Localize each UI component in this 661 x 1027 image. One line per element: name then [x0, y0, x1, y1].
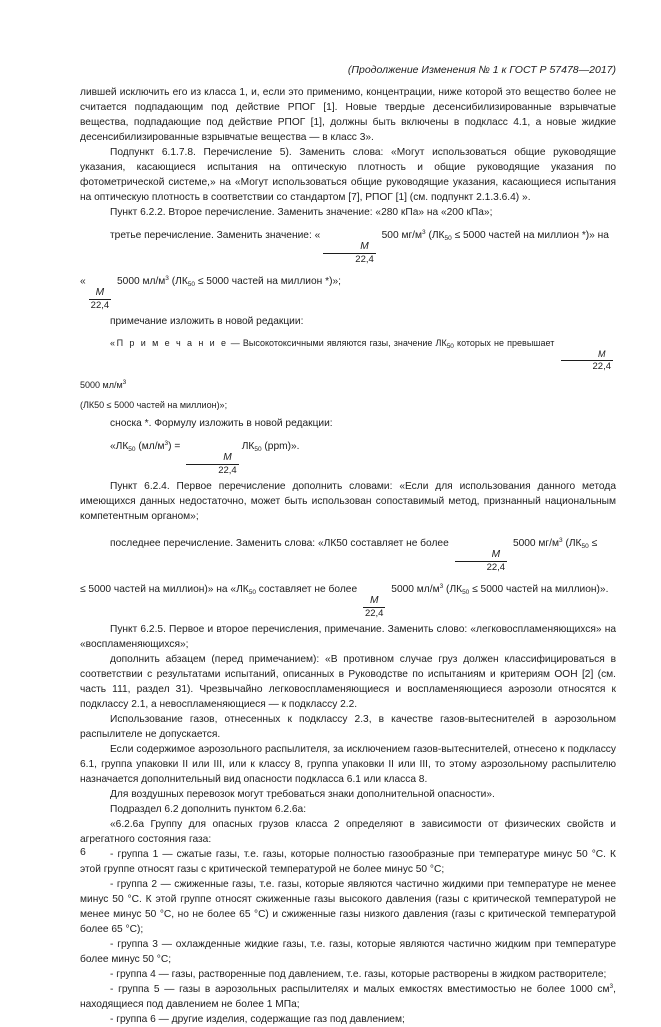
text-run: ≤ [591, 538, 598, 549]
fraction [186, 452, 239, 477]
page-number: 6 [80, 846, 86, 858]
superscript: 3 [422, 229, 426, 236]
list-item: - группа 4 — газы, растворенные под давлением, т.е. газы, которые растворены в жидком растворителе; [110, 969, 607, 980]
superscript: 3 [439, 583, 444, 590]
fraction-denominator: 22,4 [561, 360, 614, 373]
running-header: (Продолжение Изменения № 1 к ГОСТ Р 57478—2017) [347, 64, 616, 76]
paragraph-formula [80, 576, 616, 620]
paragraph: «6.2.6а Группу для опасных грузов класса 2 определяют в зависимости от физических свойств и агрегатного состояния газа: [80, 819, 616, 845]
fraction-numerator: M [598, 349, 606, 359]
text-run: ≤ 5000 частей на миллион *)» на [454, 230, 609, 241]
paragraph: Использование газов, отнесенных к подклассу 2.3, в качестве газов-вытеснителей в аэрозольном распылителе не допускается. [80, 714, 616, 740]
fraction [89, 287, 112, 312]
text-run: (мл/м [135, 441, 165, 452]
text-run: последнее перечисление. Заменить слова: «ЛК50 составляет не более [110, 538, 449, 549]
text-run: , находящиеся под давлением не более 1 МПа; [80, 984, 616, 1010]
fraction-numerator: M [95, 287, 105, 298]
subscript: 50 [187, 281, 196, 288]
fraction-numerator: M [223, 452, 232, 463]
subscript: 50 [462, 589, 470, 596]
text-run: (ЛК [171, 276, 188, 287]
subscript: 50 [248, 589, 256, 596]
fraction-denominator: 22,4 [364, 608, 384, 619]
text-run: которых не превышает [453, 338, 555, 348]
text-run: 5000 мл/м [117, 276, 166, 287]
list-item: - группа 1 — сжатые газы, т.е. газы, которые полностью газообразные при температуре минус 50 °C. К этой группе относят газы с критической температурой не более минус 50 °C; [80, 849, 616, 875]
fraction-numerator: M [360, 241, 369, 252]
text-run: (ЛК [428, 230, 445, 241]
text-run: 500 мг/м [381, 230, 423, 241]
paragraph-formula [80, 222, 616, 266]
text-run: (ppm)». [261, 441, 300, 452]
paragraph-formula [80, 433, 616, 477]
text-run: ≤ 5000 частей на миллион *)»; [197, 276, 341, 287]
subscript: 50 [254, 446, 262, 453]
superscript: 3 [609, 983, 614, 990]
list-item: - группа 6 — другие изделия, содержащие газ под давлением; [110, 1014, 405, 1025]
text-run: составляет не более [255, 584, 358, 595]
paragraph: примечание изложить в новой редакции: [110, 316, 304, 327]
paragraph: Для воздушных перевозок могут требоваться знаки дополнительной опасности». [110, 789, 495, 800]
paragraph: Подпункт 6.1.7.8. Перечисление 5). Заменить слова: «Могут использоваться общие руководящие указания, касающиеся испытания на оптическую плотность и общие руководящие указания по фотометрической системе,» на «Могут использоваться общие руководящие указания, касающиеся испытания на оптическую плотность в соответствии со стандартом [7], РПОГ [1] (см. подпункт 2.1.3.6.4) ». [80, 147, 616, 203]
paragraph-formula [80, 530, 616, 574]
fraction-denominator: 22,4 [455, 561, 508, 574]
fraction-denominator: 22,4 [90, 300, 110, 311]
fraction-numerator: M [491, 549, 501, 560]
text-run: 5000 мг/м [512, 538, 559, 549]
text-run: ≤ 5000 частей на миллион)» на «ЛК [80, 584, 249, 595]
text-run: (ЛК [565, 538, 582, 549]
paragraph: Пункт 6.2.2. Второе перечисление. Заменить значение: «280 кПа» на «200 кПа»; [110, 207, 493, 218]
paragraph: сноска *. Формулу изложить в новой редакции: [110, 418, 333, 429]
fraction [363, 595, 386, 620]
paragraph: лившей исключить его из класса 1, и, если это применимо, концентрации, ниже которой это вещество более не считается подпадающим под действие РПОГ [1]. Новые твердые десенсибилизированные взрывчатые вещества, подпадающие под действие РПОГ [1], должны быть включены в подкласс 4.1, а новые жидкие десенсибилизированные взрывчатые вещества — в класс 3». [80, 87, 616, 143]
fraction [323, 241, 376, 266]
subscript: 50 [444, 235, 452, 242]
list-item [80, 982, 616, 1012]
paragraph: дополнить абзацем (перед примечанием): «В противном случае груз должен классифицироваться в соответствии с результатами испытаний, описанных в Руководстве по испытаниям и критериям ООН [2] (см. часть 111, раздел 31). Чрезвычайно легковоспламеняющиеся и воспламеняющиеся аэрозоли относятся к подклассу 2.1, а невоспламеняющиеся — к подклассу 2.2. [80, 654, 616, 710]
note-label: «П р и м е ч а н и е [110, 338, 228, 348]
superscript: 3 [164, 440, 169, 447]
paragraph: Пункт 6.2.4. Первое перечисление дополнить словами: «Если для использования данного метода имеющихся данных недостаточно, может быть использован сопоставимый метод, признанный национальным компетентным органом»; [80, 481, 616, 522]
superscript: 3 [122, 379, 127, 386]
list-item: - группа 2 — сжиженные газы, т.е. газы, которые являются частично жидкими при температуре не менее минус 50 °C. К этой группе относят сжиженные газы высокого давления (газы с критической температурой не менее минус 50 °C, но не более 65 °C) и сжиженные газы низкого давления (газы с критической температурой более 65 °C); [80, 879, 616, 935]
text-run: 5000 мл/м [391, 584, 440, 595]
text-run: - группа 5 — газы в аэрозольных распылителях и малых емкостях вместимостью не более 1000 см [110, 984, 610, 995]
text-run: ) = [168, 441, 181, 452]
fraction-numerator: M [369, 595, 379, 606]
fraction [455, 549, 508, 574]
text-run: третье перечисление. Заменить значение: « [110, 230, 321, 241]
note-paragraph [80, 331, 616, 397]
text-run: «ЛК [110, 441, 129, 452]
subscript: 50 [128, 446, 136, 453]
text-run: ≤ 5000 частей на миллион)». [469, 584, 609, 595]
paragraph: Если содержимое аэрозольного распылителя, за исключением газов-вытеснителей, отнесено к подклассу 6.1, группа упаковки II или III, или к классу 8, группа упаковки II или III, то этому аэрозольному распылителю назначается дополнительный вид опасности подкласса 6.1 или класса 8. [80, 744, 616, 785]
subscript: 50 [446, 343, 454, 350]
superscript: 3 [559, 537, 563, 544]
list-item: - группа 3 — охлажденные жидкие газы, т.е. газы, которые являются частично жидким при температуре более минус 50 °C; [80, 939, 616, 965]
paragraph: Пункт 6.2.5. Первое и второе перечисления, примечание. Заменить слово: «легковоспламеняющихся» на «воспламеняющихся»; [80, 624, 616, 650]
text-run: « [80, 276, 86, 287]
text-run: 5000 мл/м [80, 380, 123, 390]
fraction-denominator: 22,4 [186, 464, 239, 477]
note-paragraph-end: (ЛК50 ≤ 5000 частей на миллион)»; [80, 400, 228, 410]
paragraph-formula [80, 268, 616, 312]
superscript: 3 [165, 275, 169, 282]
subscript: 50 [581, 543, 589, 550]
text-run: — Высокотоксичными являются газы, значение ЛК [227, 338, 447, 348]
text-run: ЛК [241, 441, 255, 452]
paragraph: Подраздел 6.2 дополнить пунктом 6.2.6а: [110, 804, 307, 815]
document-body [80, 85, 616, 1027]
fraction [561, 348, 614, 373]
fraction-denominator: 22,4 [323, 253, 376, 266]
text-run: (ЛК [446, 584, 463, 595]
